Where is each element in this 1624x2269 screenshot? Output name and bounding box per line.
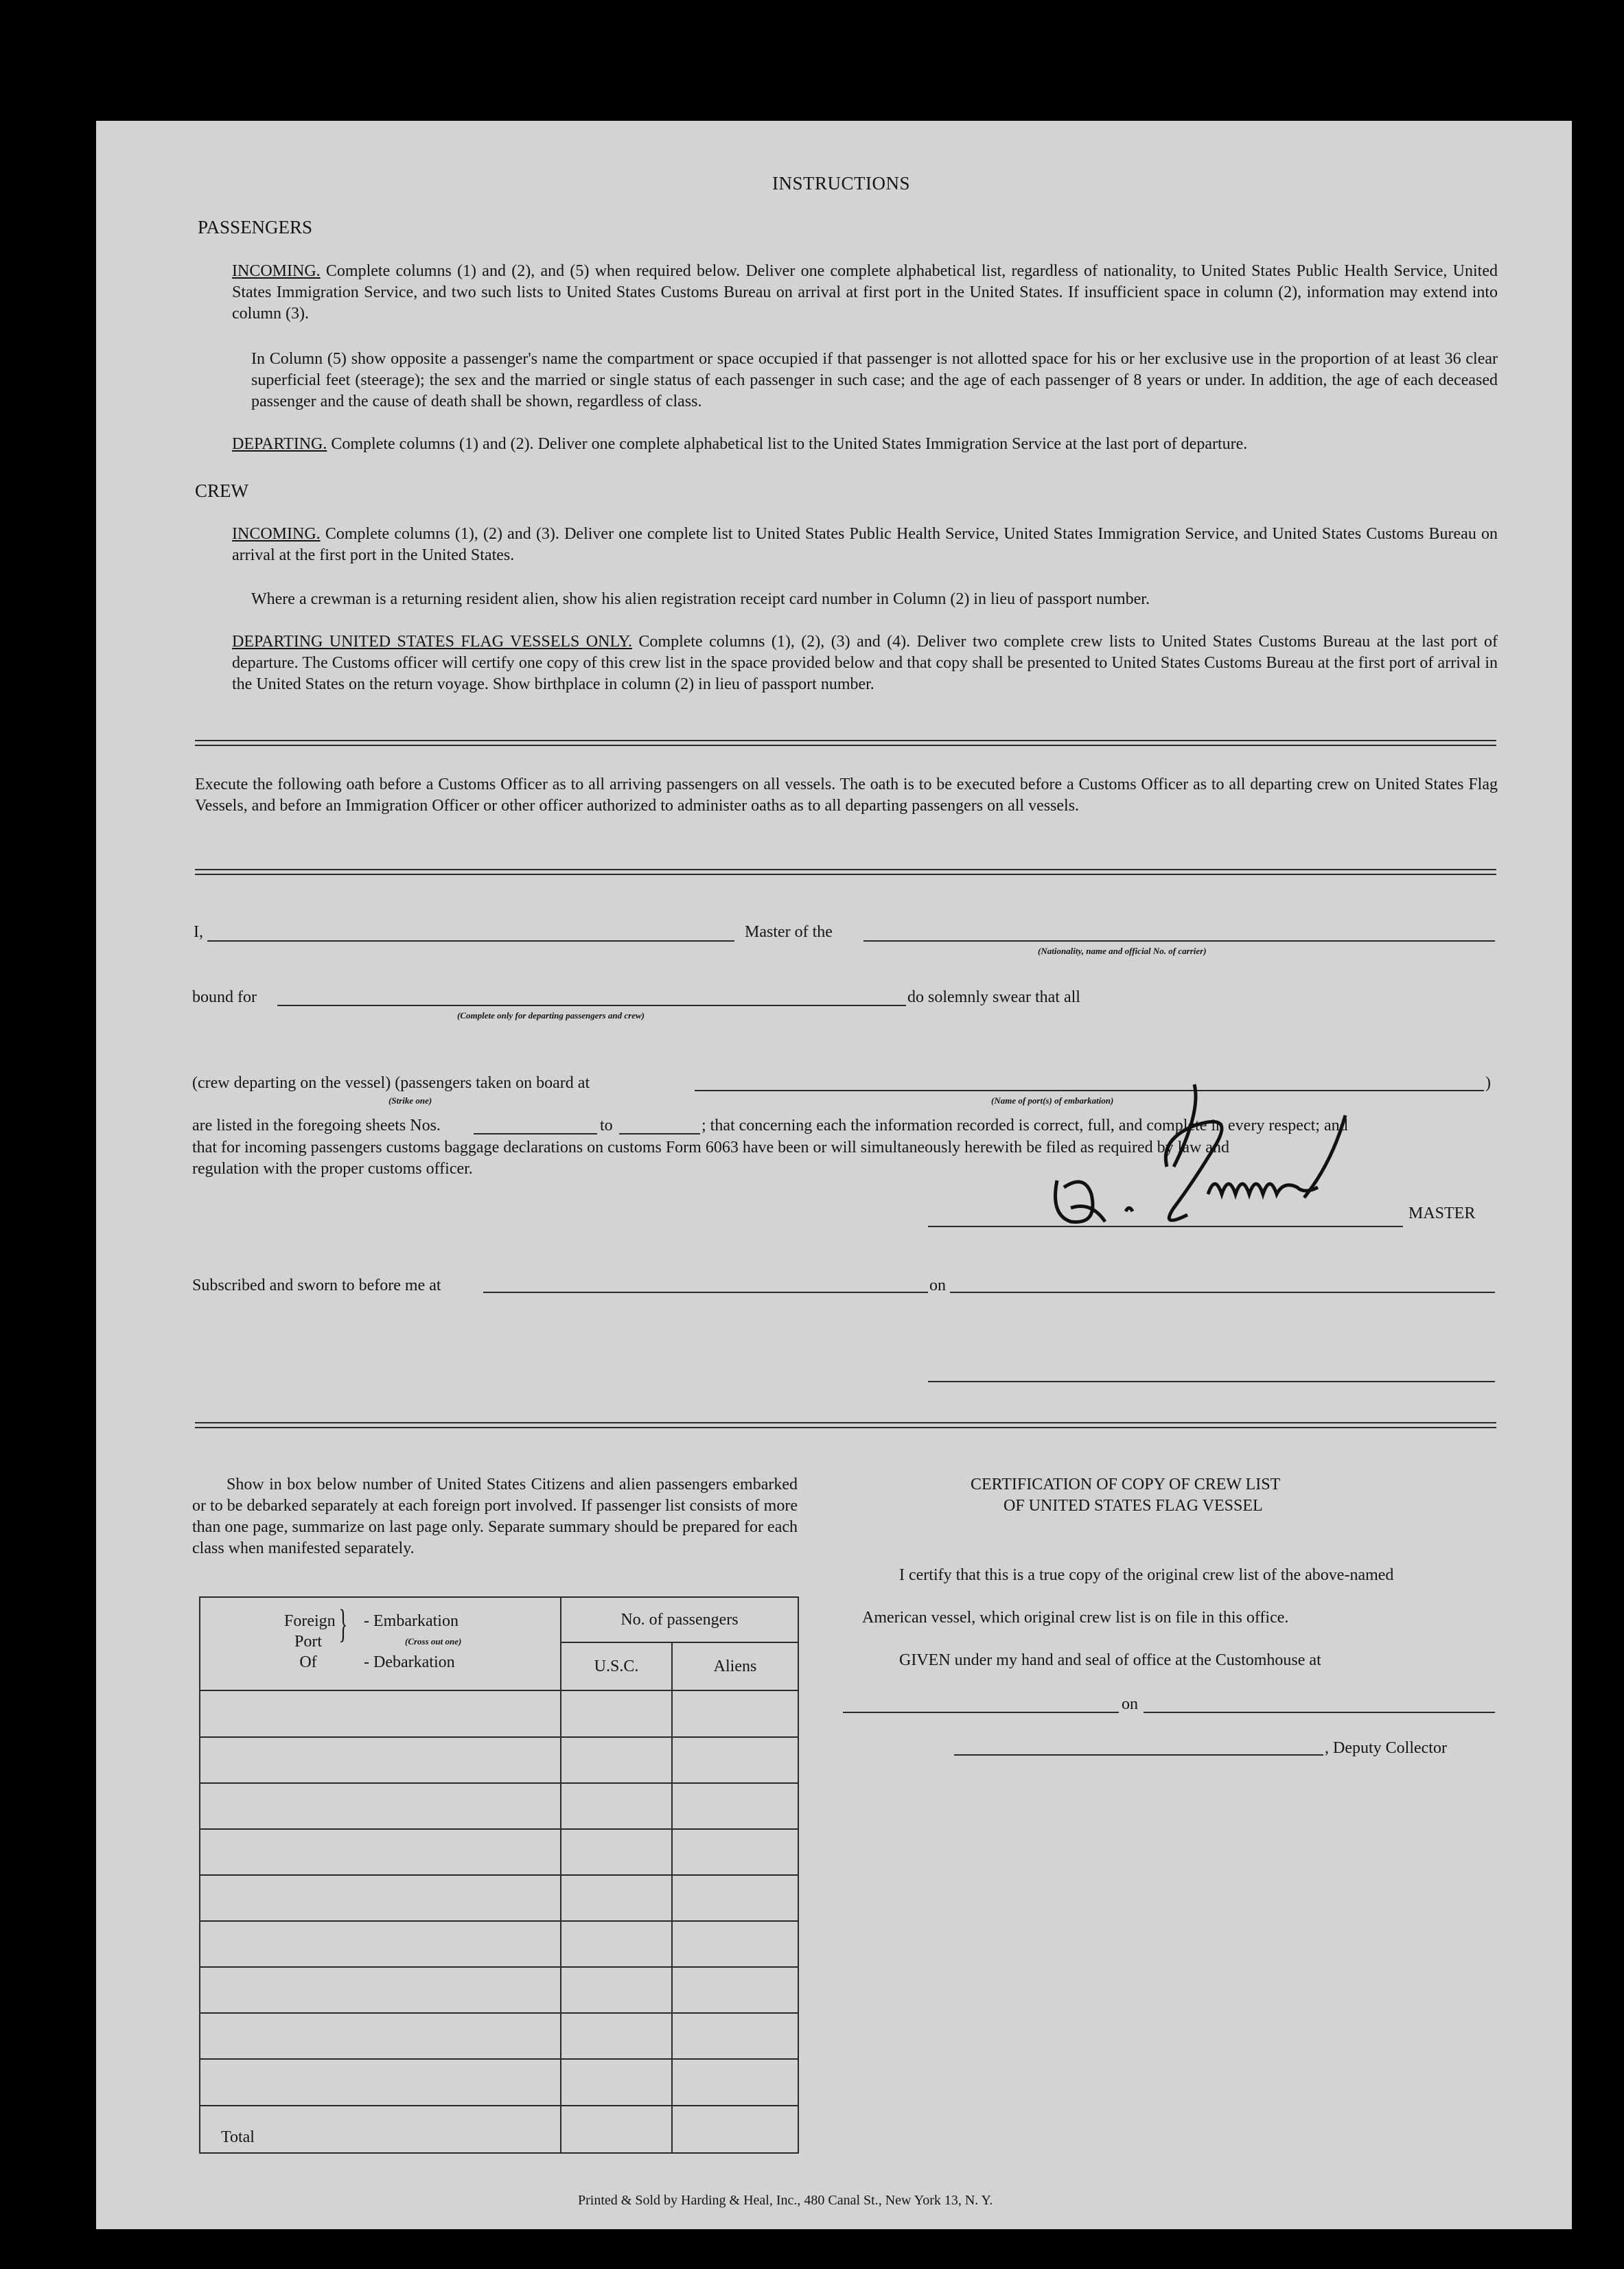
cross-out-caption: (Cross out one)	[405, 1636, 462, 1647]
master-signature	[1030, 1078, 1387, 1235]
aliens-cell[interactable]	[672, 1921, 798, 1967]
aliens-cell[interactable]	[672, 1690, 798, 1736]
crew-departing-text: Complete columns (1), (2), (3) and (4). Deliver two complete crew lists to United States Customs Bureau at the last port of departure. The Customs officer will certify one copy of this crew list in the space provided below and that copy shall be presented to United States Customs Bureau at the first port of arrival in the United States on the return voyage. Show birthplace in column (2) in lieu of passport number.	[232, 633, 1498, 693]
passengers-incoming-label: INCOMING.	[232, 262, 321, 280]
to-label: to	[600, 1117, 613, 1134]
strike-one-caption: (Strike one)	[388, 1095, 432, 1106]
summary-divider	[195, 1422, 1496, 1428]
left-brace: }	[338, 1601, 348, 1647]
aliens-cell[interactable]	[672, 1875, 798, 1921]
table-row	[200, 2059, 798, 2105]
table-row	[200, 1829, 798, 1875]
ports-caption: (Name of port(s) of embarkation)	[991, 1095, 1114, 1106]
port-cell[interactable]	[200, 1737, 561, 1783]
usc-cell[interactable]	[561, 2059, 672, 2105]
close-paren: )	[1485, 1074, 1491, 1092]
certification-title-2: OF UNITED STATES FLAG VESSEL	[1004, 1497, 1263, 1515]
listed-rest: ; that concerning each the information recorded is correct, full, and complete in every respect; and	[701, 1117, 1348, 1134]
listed-line-2: that for incoming passengers customs baggage declarations on customs Form 6063 have been or will simultaneously herewith be filed as required by law and	[192, 1139, 1229, 1156]
port-cell[interactable]	[200, 2013, 561, 2059]
crew-departing-label: DEPARTING UNITED STATES FLAG VESSELS ONLY.	[232, 633, 632, 651]
column5-paragraph: In Column (5) show opposite a passenger's name the compartment or space occupied if that passenger is not allotted space for his or her exclusive use in the proportion of at least 36 clear superficial feet (steerage); the sex and the married or single status of each passenger in such case; and the age of each passenger of 8 years or under. In addition, the age of each deceased passenger and the cause of death shall be shown, regardless of class.	[251, 350, 1498, 410]
aliens-cell[interactable]	[672, 1829, 798, 1875]
swear-label: do solemnly swear that all	[907, 988, 1080, 1006]
of-label: Of	[299, 1653, 317, 1672]
sheet-from-field[interactable]	[474, 1133, 597, 1134]
section-divider	[195, 740, 1496, 746]
port-cell[interactable]	[200, 1921, 561, 1967]
nationality-caption: (Nationality, name and official No. of carrier)	[1038, 946, 1207, 956]
crew-departing-label: (crew departing on the vessel) (passengers taken on board at	[192, 1074, 590, 1092]
usc-cell[interactable]	[561, 1829, 672, 1875]
oath-i-label: I,	[194, 923, 203, 941]
usc-cell[interactable]	[561, 1690, 672, 1736]
oath-divider	[195, 869, 1496, 875]
table-row	[200, 1921, 798, 1967]
debarkation-label: - Debarkation	[364, 1653, 455, 1672]
aliens-cell[interactable]	[672, 2059, 798, 2105]
crew-incoming-text: Complete columns (1), (2) and (3). Deliver one complete list to United States Public Health Service, United States Immigration Service, and United States Customs Bureau on arrival at the first port in the United States.	[232, 525, 1498, 564]
usc-cell[interactable]	[561, 1967, 672, 2013]
printer-footer: Printed & Sold by Harding & Heal, Inc., 480 Canal St., New York 13, N. Y.	[578, 2193, 993, 2208]
master-name-field[interactable]	[207, 940, 734, 942]
on-label: on	[929, 1277, 946, 1294]
foreign-port-header	[200, 1597, 561, 1690]
crew-resident-paragraph: Where a crewman is a returning resident alien, show his alien registration receipt card number in Column (2) in lieu of passport number.	[251, 590, 1150, 608]
passengers-departing-paragraph	[232, 434, 1498, 455]
given-text: GIVEN under my hand and seal of office at the Customhouse at	[899, 1651, 1321, 1669]
crew-heading: CREW	[195, 480, 248, 501]
port-cell[interactable]	[200, 1967, 561, 2013]
usc-cell[interactable]	[561, 1875, 672, 1921]
aliens-cell[interactable]	[672, 1737, 798, 1783]
usc-cell[interactable]	[561, 1921, 672, 1967]
usc-cell[interactable]	[561, 1783, 672, 1829]
usc-cell[interactable]	[561, 1737, 672, 1783]
instructions-title: INSTRUCTIONS	[772, 173, 911, 194]
usc-total-cell[interactable]	[561, 2106, 672, 2153]
subscribed-date-field[interactable]	[950, 1292, 1495, 1293]
table-row	[200, 1875, 798, 1921]
oath-intro-paragraph: Execute the following oath before a Customs Officer as to all arriving passengers on all vessels. The oath is to be executed before a Customs Officer as to all departing crew on United States Flag Vessels, and before an Immigration Officer or other officer authorized to administer oaths as to all departing passengers on all vessels.	[195, 776, 1498, 815]
passengers-departing-label: DEPARTING.	[232, 435, 327, 453]
foreign-label: Foreign	[284, 1612, 336, 1631]
cert-date-field[interactable]	[1144, 1712, 1495, 1713]
deputy-collector-label: , Deputy Collector	[1325, 1739, 1447, 1757]
passenger-summary-table	[199, 1596, 799, 2154]
officer-signature-field[interactable]	[928, 1381, 1495, 1382]
cert-on-label: on	[1122, 1695, 1138, 1713]
total-row	[200, 2106, 798, 2153]
table-row	[200, 1737, 798, 1783]
listed-prefix: are listed in the foregoing sheets Nos.	[192, 1117, 441, 1134]
embarkation-label: - Embarkation	[364, 1612, 459, 1631]
summary-intro: Show in box below number of United States Citizens and alien passengers embarked or to be debarked separately at each foreign port involved. If passenger list consists of more than one page, summarize on last page only. Separate summary should be prepared for each class when manifested separately.	[192, 1476, 798, 1557]
table-row	[200, 1967, 798, 2013]
subscribed-label: Subscribed and sworn to before me at	[192, 1277, 441, 1294]
table-row	[200, 2013, 798, 2059]
crew-incoming-label: INCOMING.	[232, 525, 321, 543]
listed-line-3: regulation with the proper customs officer.	[192, 1160, 473, 1178]
passengers-heading: PASSENGERS	[198, 217, 313, 237]
port-cell[interactable]	[200, 1875, 561, 1921]
sheet-to-field[interactable]	[619, 1133, 700, 1134]
carrier-field[interactable]	[863, 940, 1495, 942]
master-of-label: Master of the	[745, 923, 833, 941]
certify-line-1: I certify that this is a true copy of the original crew list of the above-named	[899, 1566, 1394, 1584]
usc-header: U.S.C.	[561, 1642, 672, 1690]
passengers-incoming-paragraph	[232, 261, 1498, 325]
bound-for-field[interactable]	[277, 1005, 906, 1006]
aliens-cell[interactable]	[672, 2013, 798, 2059]
port-label: Port	[294, 1633, 322, 1651]
passengers-incoming-text: Complete columns (1) and (2), and (5) when required below. Deliver one complete alphabetical list, regardless of nationality, to United States Public Health Service, United States Immigration Service, and two such lists to United States Customs Bureau on arrival at first port in the United States. If insufficient space in column (2), information may extend into column (3).	[232, 262, 1498, 323]
usc-cell[interactable]	[561, 2013, 672, 2059]
aliens-total-cell[interactable]	[672, 2106, 798, 2153]
port-cell[interactable]	[200, 2059, 561, 2105]
aliens-header: Aliens	[672, 1642, 798, 1690]
num-passengers-header: No. of passengers	[561, 1597, 798, 1642]
table-row	[200, 1690, 798, 1736]
customhouse-field[interactable]	[843, 1712, 1119, 1713]
certify-line-2: American vessel, which original crew list is on file in this office.	[862, 1609, 1289, 1627]
certification-title-1: CERTIFICATION OF COPY OF CREW LIST	[971, 1476, 1281, 1493]
crew-departing-paragraph	[232, 631, 1498, 695]
master-label: MASTER	[1408, 1205, 1476, 1222]
table-row	[200, 1783, 798, 1829]
crew-incoming-paragraph	[232, 524, 1498, 566]
aliens-cell[interactable]	[672, 1967, 798, 2013]
deputy-signature-field[interactable]	[954, 1754, 1323, 1756]
passengers-departing-text: Complete columns (1) and (2). Deliver one complete alphabetical list to the United States Immigration Service at the last port of departure.	[331, 435, 1248, 453]
complete-only-caption: (Complete only for departing passengers and crew)	[457, 1010, 645, 1021]
port-cell[interactable]	[200, 1690, 561, 1736]
bound-for-label: bound for	[192, 988, 257, 1006]
subscribed-place-field[interactable]	[483, 1292, 928, 1293]
port-cell[interactable]	[200, 1829, 561, 1875]
port-cell[interactable]	[200, 1783, 561, 1829]
total-label: Total	[200, 2106, 561, 2153]
aliens-cell[interactable]	[672, 1783, 798, 1829]
